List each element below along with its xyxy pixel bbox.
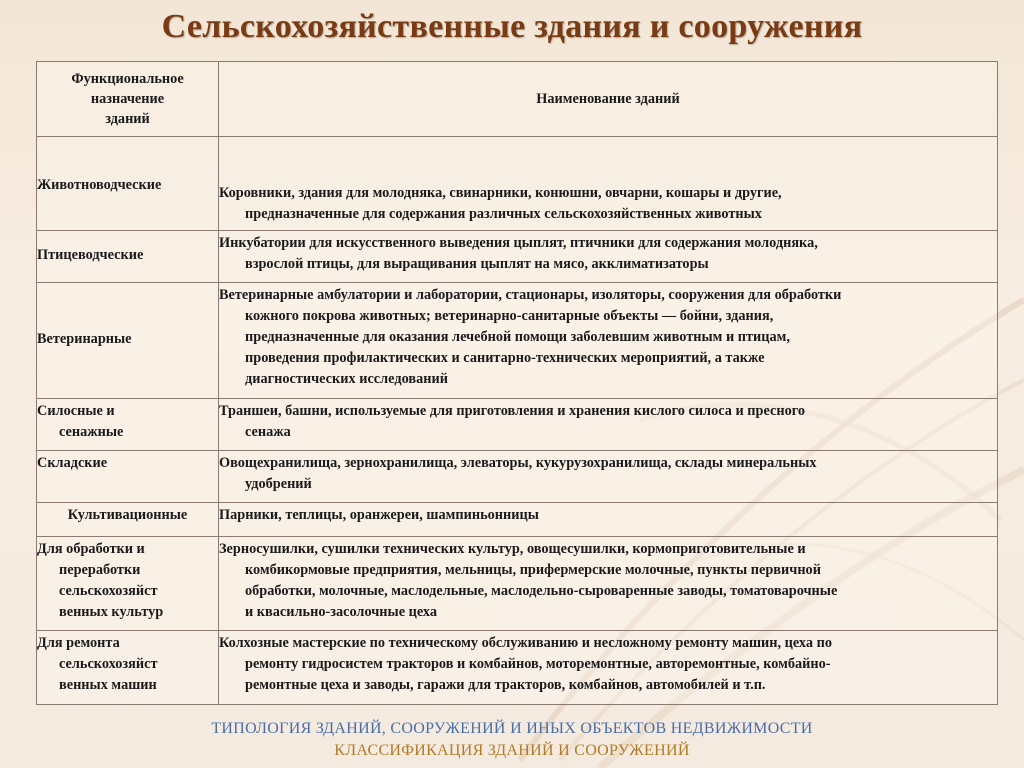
function-line: Птицеводческие <box>37 247 144 263</box>
table-row <box>37 283 998 399</box>
building-names-line: сенажа <box>245 424 291 440</box>
building-names-line: предназначенные для оказания лечебной помощи заболевшим животным и птицам, <box>245 329 790 345</box>
table-header-row <box>37 62 998 137</box>
table-row <box>37 137 998 231</box>
header-function-line: зданий <box>105 111 150 127</box>
footer-section-title: ТИПОЛОГИЯ ЗДАНИЙ, СООРУЖЕНИЙ И ИНЫХ ОБЪЕКТОВ НЕДВИЖИМОСТИ <box>211 720 813 737</box>
table-row <box>37 399 998 451</box>
building-names-line: комбикормовые предприятия, мельницы, прифермерские молочные, пункты первичной <box>245 562 821 578</box>
page-title: Сельскохозяйственные здания и сооружения <box>161 8 863 45</box>
function-line: Ветеринарные <box>37 331 132 347</box>
building-names-line: обработки, молочные, маслодельные, маслодельно-сыроваренные заводы, томатоварочные <box>245 583 838 599</box>
function-line: переработки <box>59 562 141 578</box>
function-cell <box>37 631 219 705</box>
function-line: венных культур <box>59 604 164 620</box>
building-names-line: удобрений <box>245 476 312 492</box>
header-function-line: назначение <box>90 91 165 107</box>
footer-subsection-title: КЛАССИФИКАЦИЯ ЗДАНИЙ И СООРУЖЕНИЙ <box>334 742 690 759</box>
building-names-line: диагностических исследований <box>245 371 448 387</box>
building-names-line: Колхозные мастерские по техническому обслуживанию и несложному ремонту машин, цеха по <box>219 635 833 651</box>
function-cell <box>37 137 219 231</box>
building-names-line: ремонту гидросистем тракторов и комбайнов, моторемонтные, авторемонтные, комбайно- <box>245 656 831 672</box>
function-line: Складские <box>37 455 108 471</box>
function-cell <box>37 537 219 631</box>
function-cell <box>37 451 219 503</box>
function-line: сельскохозяйст <box>59 656 158 672</box>
function-line: Культивационные <box>67 507 188 523</box>
building-names-cell <box>219 283 998 399</box>
building-names-line: Зерносушилки, сушилки технических культур, овощесушилки, кормоприготовительные и <box>219 541 806 557</box>
function-line: Силосные и <box>37 403 115 419</box>
building-names-line: взрослой птицы, для выращивания цыплят на мясо, акклиматизаторы <box>245 256 709 272</box>
building-names-line: Инкубатории для искусственного выведения цыплят, птичники для содержания молодняка, <box>219 235 818 251</box>
building-names-line: Ветеринарные амбулатории и лаборатории, стационары, изоляторы, сооружения для обработки <box>219 287 842 303</box>
function-cell <box>37 283 219 399</box>
header-names-cell: Наименование зданий <box>219 62 998 137</box>
building-names-cell <box>219 631 998 705</box>
building-names-cell <box>219 451 998 503</box>
header-function-cell <box>37 62 219 137</box>
function-cell <box>37 231 219 283</box>
building-names-line: проведения профилактических и санитарно-технических мероприятий, а также <box>245 350 765 366</box>
building-names-cell <box>219 137 998 231</box>
function-cell <box>37 503 219 537</box>
table-row <box>37 631 998 705</box>
building-names-cell <box>219 537 998 631</box>
building-names-line: ремонтные цеха и заводы, гаражи для тракторов, комбайнов, автомобилей и т.п. <box>245 677 766 693</box>
function-line: венных машин <box>59 677 157 693</box>
building-names-line: Овощехранилища, зернохранилища, элеваторы, кукурузохранилища, склады минеральных <box>219 455 817 471</box>
header-function-line: Функциональное <box>71 71 184 87</box>
building-names-line: и квасильно-засолочные цеха <box>245 604 438 620</box>
building-names-cell <box>219 503 998 537</box>
function-line: сенажные <box>59 424 124 440</box>
table-row <box>37 231 998 283</box>
function-cell <box>37 399 219 451</box>
building-names-line: Парники, теплицы, оранжереи, шампиньонницы <box>219 507 539 523</box>
building-names-line: кожного покрова животных; ветеринарно-санитарные объекты — бойни, здания, <box>245 308 774 324</box>
building-names-cell <box>219 399 998 451</box>
buildings-table <box>36 61 998 705</box>
function-line: Для обработки и <box>37 541 145 557</box>
building-names-line: Траншеи, башни, используемые для приготовления и хранения кислого силоса и пресного <box>219 403 806 419</box>
function-line: сельскохозяйст <box>59 583 158 599</box>
table-row <box>37 503 998 537</box>
function-line: Для ремонта <box>37 635 120 651</box>
building-names-line: предназначенные для содержания различных сельскохозяйственных животных <box>245 206 762 222</box>
building-names-cell <box>219 231 998 283</box>
function-line: Животноводческие <box>37 177 162 193</box>
building-names-line: Коровники, здания для молодняка, свинарники, конюшни, овчарни, кошары и другие, <box>219 185 782 201</box>
table-row <box>37 451 998 503</box>
table-row <box>37 537 998 631</box>
